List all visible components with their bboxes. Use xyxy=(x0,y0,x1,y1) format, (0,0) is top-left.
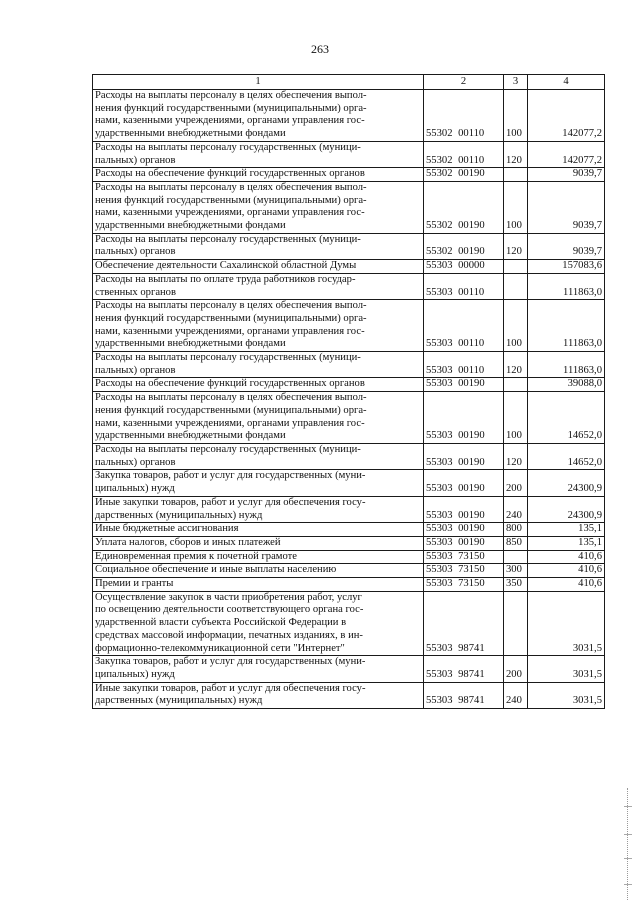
cell-code: 55302 00190 xyxy=(424,181,504,233)
cell-name: Расходы на обеспечение функций государственных органов xyxy=(93,168,424,182)
cell-vr: 120 xyxy=(504,352,528,378)
cell-amount: 9039,7 xyxy=(528,168,605,182)
cell-code: 55303 00110 xyxy=(424,352,504,378)
cell-name: Осуществление закупок в части приобретения работ, услуг по освещению деятельности соответствующего органа гос- ударственной власти субъекта Российской Федерации в средствах массовой информации, печатных изданиях, в ин- формационно-телекоммуникационной сети "Интернет" xyxy=(93,591,424,656)
cell-amount: 111863,0 xyxy=(528,273,605,299)
cell-name: Расходы на выплаты персоналу государственных (муници- пальных) органов xyxy=(93,352,424,378)
cell-code: 55302 00190 xyxy=(424,233,504,259)
cell-code: 55303 00110 xyxy=(424,273,504,299)
cell-name: Расходы на обеспечение функций государственных органов xyxy=(93,378,424,392)
cell-name: Иные бюджетные ассигнования xyxy=(93,523,424,537)
table-row xyxy=(93,141,605,167)
table-row xyxy=(93,564,605,578)
cell-code: 55302 00110 xyxy=(424,90,504,142)
cell-vr xyxy=(504,591,528,656)
budget-table xyxy=(92,74,605,709)
table-row xyxy=(93,523,605,537)
cell-vr: 200 xyxy=(504,656,528,682)
table-row xyxy=(93,233,605,259)
cell-code: 55303 00190 xyxy=(424,496,504,522)
cell-code: 55303 98741 xyxy=(424,591,504,656)
cell-amount: 135,1 xyxy=(528,536,605,550)
table-row xyxy=(93,443,605,469)
cell-amount: 9039,7 xyxy=(528,233,605,259)
cell-vr: 100 xyxy=(504,181,528,233)
cell-code: 55303 00000 xyxy=(424,260,504,274)
cell-code: 55303 98741 xyxy=(424,682,504,708)
cell-amount: 410,6 xyxy=(528,578,605,592)
cell-amount: 410,6 xyxy=(528,564,605,578)
cell-amount: 111863,0 xyxy=(528,352,605,378)
table-row xyxy=(93,536,605,550)
table-row xyxy=(93,682,605,708)
table-row xyxy=(93,550,605,564)
cell-amount: 24300,9 xyxy=(528,470,605,496)
cell-name: Расходы на выплаты персоналу в целях обеспечения выпол- нения функций государственными (муниципальными) орга- нами, казенными учреждениями, органами управления гос- ударственными внебюджетными фондами xyxy=(93,392,424,444)
table-row xyxy=(93,578,605,592)
cell-name: Иные закупки товаров, работ и услуг для обеспечения госу- дарственных (муниципальных) нужд xyxy=(93,682,424,708)
cell-name: Обеспечение деятельности Сахалинской областной Думы xyxy=(93,260,424,274)
cell-vr xyxy=(504,260,528,274)
cell-code: 55302 00190 xyxy=(424,168,504,182)
cell-amount: 111863,0 xyxy=(528,300,605,352)
table-body xyxy=(93,90,605,709)
cell-vr: 120 xyxy=(504,141,528,167)
cell-name: Расходы на выплаты персоналу государственных (муници- пальных) органов xyxy=(93,443,424,469)
cell-code: 55303 98741 xyxy=(424,656,504,682)
cell-vr: 350 xyxy=(504,578,528,592)
cell-amount: 14652,0 xyxy=(528,443,605,469)
cell-amount: 410,6 xyxy=(528,550,605,564)
header-col-vr: 3 xyxy=(504,75,528,90)
scan-mark xyxy=(624,806,632,807)
cell-name: Единовременная премия к почетной грамоте xyxy=(93,550,424,564)
cell-name: Расходы на выплаты персоналу государственных (муници- пальных) органов xyxy=(93,141,424,167)
cell-amount: 24300,9 xyxy=(528,496,605,522)
cell-name: Расходы на выплаты персоналу в целях обеспечения выпол- нения функций государственными (муниципальными) орга- нами, казенными учреждениями, органами управления гос- ударственными внебюджетными фондами xyxy=(93,300,424,352)
cell-vr xyxy=(504,168,528,182)
cell-code: 55303 00190 xyxy=(424,523,504,537)
table-row xyxy=(93,496,605,522)
table-header xyxy=(93,75,605,90)
cell-name: Премии и гранты xyxy=(93,578,424,592)
table-row xyxy=(93,273,605,299)
scan-mark xyxy=(624,884,632,885)
cell-vr: 100 xyxy=(504,90,528,142)
cell-code: 55303 00190 xyxy=(424,378,504,392)
cell-vr: 120 xyxy=(504,443,528,469)
header-col-name: 1 xyxy=(93,75,424,90)
table-row xyxy=(93,656,605,682)
cell-amount: 9039,7 xyxy=(528,181,605,233)
cell-name: Расходы на выплаты персоналу в целях обеспечения выпол- нения функций государственными (муниципальными) орга- нами, казенными учреждениями, органами управления гос- ударственными внебюджетными фондами xyxy=(93,90,424,142)
cell-name: Расходы на выплаты персоналу государственных (муници- пальных) органов xyxy=(93,233,424,259)
cell-code: 55303 73150 xyxy=(424,564,504,578)
cell-name: Расходы на выплаты по оплате труда работников государ- ственных органов xyxy=(93,273,424,299)
cell-name: Уплата налогов, сборов и иных платежей xyxy=(93,536,424,550)
cell-code: 55303 00190 xyxy=(424,443,504,469)
table-row xyxy=(93,260,605,274)
cell-amount: 157083,6 xyxy=(528,260,605,274)
cell-amount: 3031,5 xyxy=(528,591,605,656)
header-col-amount: 4 xyxy=(528,75,605,90)
cell-code: 55303 00190 xyxy=(424,470,504,496)
cell-vr: 300 xyxy=(504,564,528,578)
cell-amount: 142077,2 xyxy=(528,141,605,167)
cell-vr xyxy=(504,378,528,392)
scan-mark xyxy=(624,834,632,835)
cell-vr: 240 xyxy=(504,682,528,708)
cell-amount: 39088,0 xyxy=(528,378,605,392)
table-row xyxy=(93,392,605,444)
cell-code: 55303 00190 xyxy=(424,536,504,550)
cell-vr: 120 xyxy=(504,233,528,259)
cell-amount: 3031,5 xyxy=(528,682,605,708)
table-row xyxy=(93,90,605,142)
table-row xyxy=(93,352,605,378)
table-row xyxy=(93,378,605,392)
table-row xyxy=(93,181,605,233)
cell-code: 55303 73150 xyxy=(424,578,504,592)
cell-vr: 850 xyxy=(504,536,528,550)
cell-vr: 100 xyxy=(504,392,528,444)
table-row xyxy=(93,300,605,352)
cell-vr: 100 xyxy=(504,300,528,352)
cell-code: 55303 00110 xyxy=(424,300,504,352)
cell-amount: 3031,5 xyxy=(528,656,605,682)
cell-vr xyxy=(504,550,528,564)
header-col-code: 2 xyxy=(424,75,504,90)
cell-vr: 200 xyxy=(504,470,528,496)
cell-amount: 14652,0 xyxy=(528,392,605,444)
cell-code: 55302 00110 xyxy=(424,141,504,167)
scan-edge-marks xyxy=(627,788,630,900)
cell-vr: 800 xyxy=(504,523,528,537)
page-number: 263 xyxy=(311,42,329,56)
cell-name: Закупка товаров, работ и услуг для государственных (муни- ципальных) нужд xyxy=(93,470,424,496)
table-row xyxy=(93,168,605,182)
scan-mark xyxy=(624,858,632,859)
cell-amount: 135,1 xyxy=(528,523,605,537)
cell-name: Расходы на выплаты персоналу в целях обеспечения выпол- нения функций государственными (муниципальными) орга- нами, казенными учреждениями, органами управления гос- ударственными внебюджетными фондами xyxy=(93,181,424,233)
cell-code: 55303 73150 xyxy=(424,550,504,564)
cell-name: Иные закупки товаров, работ и услуг для обеспечения госу- дарственных (муниципальных) нужд xyxy=(93,496,424,522)
cell-vr xyxy=(504,273,528,299)
table-row xyxy=(93,591,605,656)
cell-name: Социальное обеспечение и иные выплаты населению xyxy=(93,564,424,578)
cell-code: 55303 00190 xyxy=(424,392,504,444)
table-row xyxy=(93,470,605,496)
cell-vr: 240 xyxy=(504,496,528,522)
cell-amount: 142077,2 xyxy=(528,90,605,142)
cell-name: Закупка товаров, работ и услуг для государственных (муни- ципальных) нужд xyxy=(93,656,424,682)
header-row xyxy=(93,75,605,90)
